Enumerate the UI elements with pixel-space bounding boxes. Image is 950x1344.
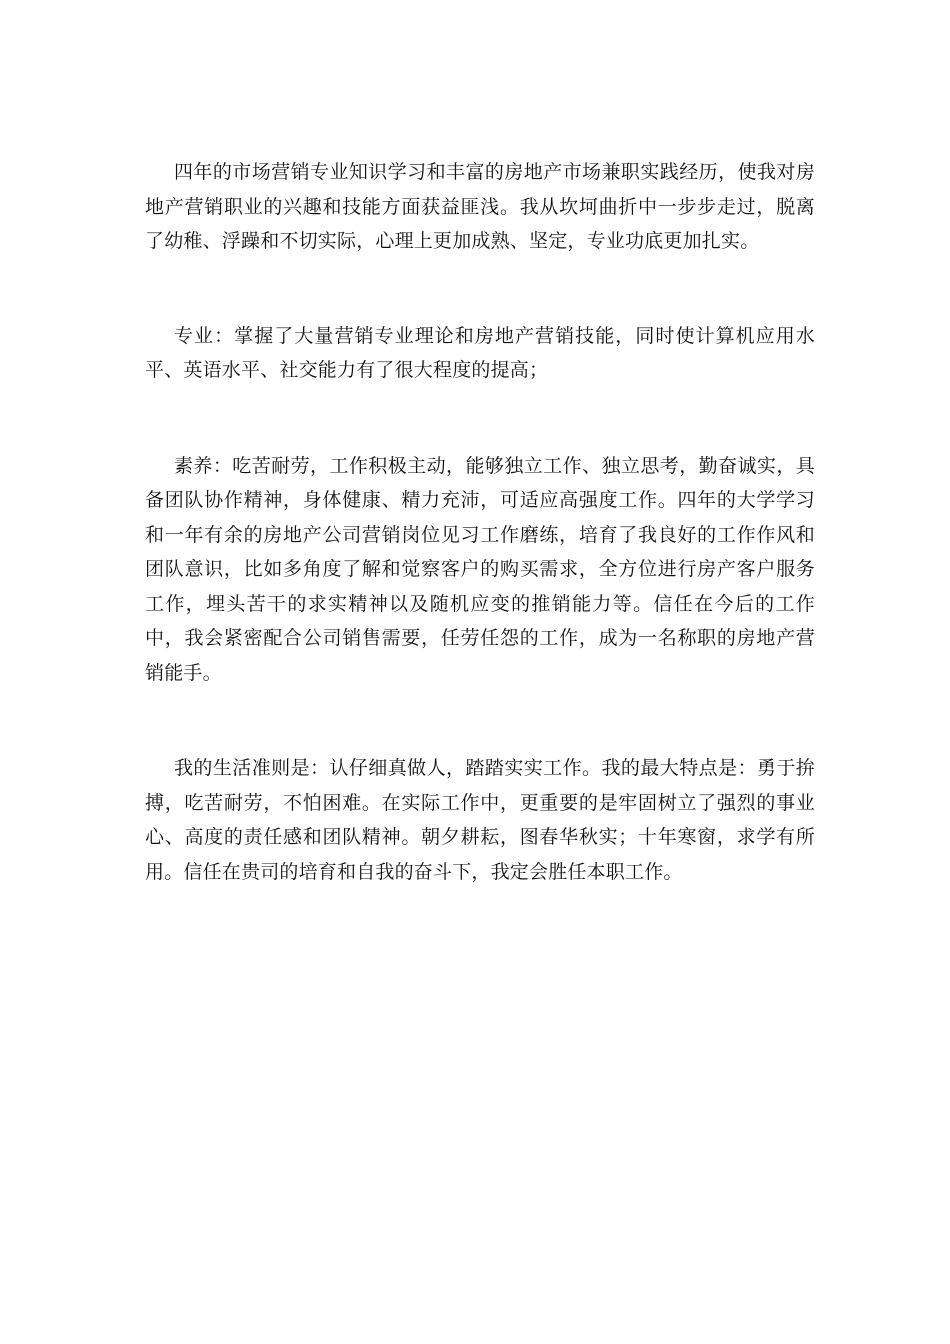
paragraph-background: 四年的市场营销专业知识学习和丰富的房地产市场兼职实践经历，使我对房地产营销职业的兴趣和技能方面获益匪浅。我从坎坷曲折中一步步走过，脱离了幼稚、浮躁和不切实际，心理上更加成熟、坚定，专业功底更加扎实。 <box>145 161 815 252</box>
paragraph-professional: 专业：掌握了大量营销专业理论和房地产营销技能，同时使计算机应用水平、英语水平、社交能力有了很大程度的提高； <box>145 324 815 381</box>
paragraph-life-principles: 我的生活准则是：认仔细真做人，踏踏实实工作。我的最大特点是：勇于拚搏，吃苦耐劳，不怕困难。在实际工作中，更重要的是牢固树立了强烈的事业心、高度的责任感和团队精神。朝夕耕耘，图春华秋实；十年寒窗，求学有所用。信任在贵司的培育和自我的奋斗下，我定会胜任本职工作。 <box>145 757 815 883</box>
paragraph-qualities: 素养：吃苦耐劳，工作积极主动，能够独立工作、独立思考，勤奋诚实，具备团队协作精神，身体健康、精力充沛，可适应高强度工作。四年的大学学习和一年有余的房地产公司营销岗位见习工作磨练，培育了我良好的工作作风和团队意识，比如多角度了解和觉察客户的购买需求，全方位进行房产客户服务工作，埋头苦干的求实精神以及随机应变的推销能力等。信任在今后的工作中，我会紧密配合公司销售需要，任劳任怨的工作，成为一名称职的房地产营销能手。 <box>145 454 815 684</box>
document-page <box>145 155 815 889</box>
